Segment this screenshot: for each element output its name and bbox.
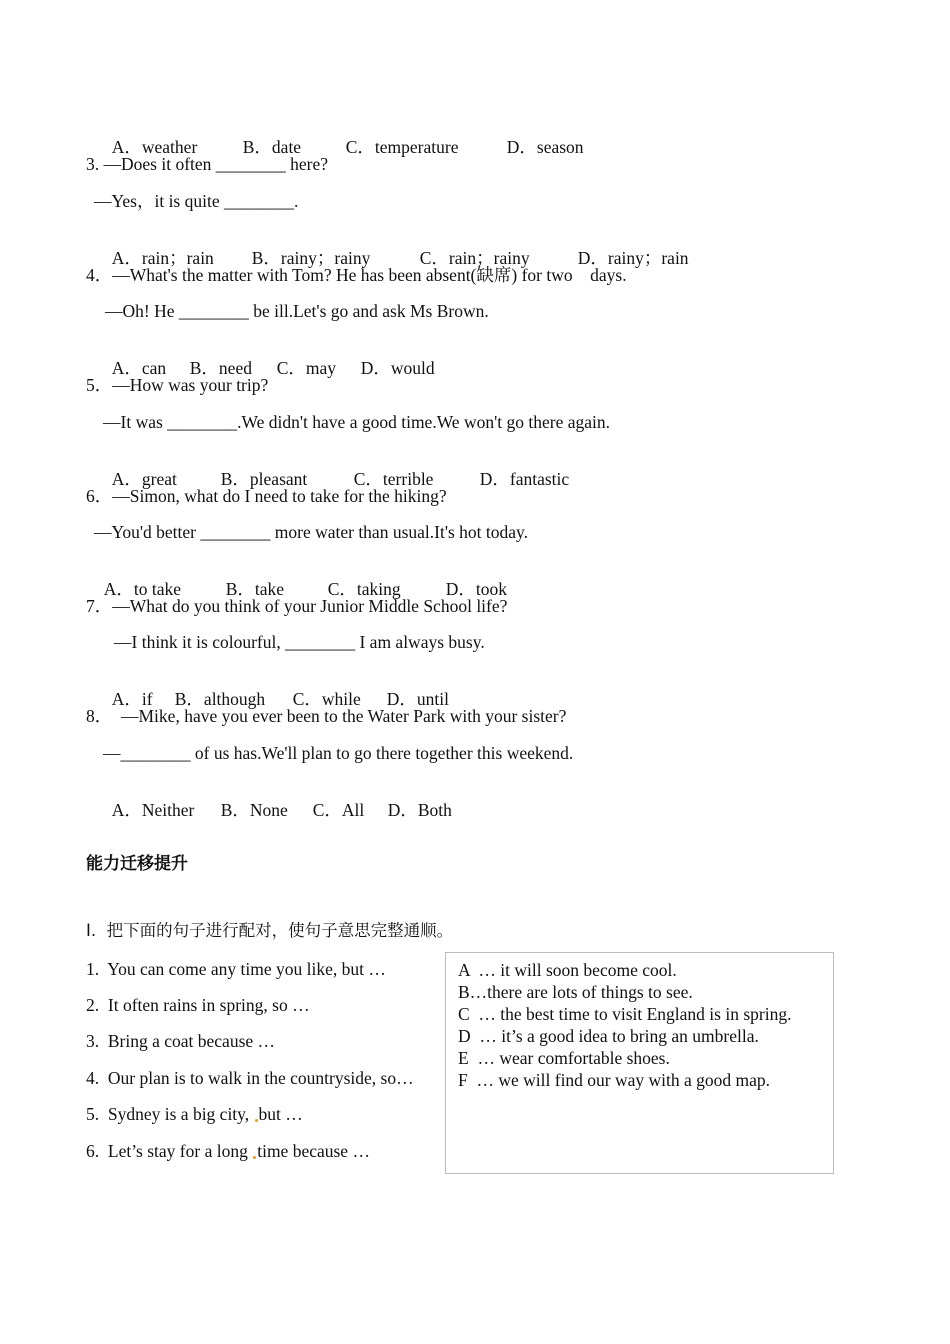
left-sentence-2: 2. It often rains in spring, so … <box>86 995 310 1015</box>
q7-options <box>103 669 449 709</box>
q6-option-a: A．to take <box>103 579 182 599</box>
q8-option-a: A．Neither <box>111 800 195 820</box>
right-option-d: D … it’s a good idea to bring an umbrella. <box>458 1026 759 1046</box>
left-sentence-6-head: 6. Let’s stay for a long <box>86 1141 248 1161</box>
left-sentence-6-tail: time because … <box>257 1141 370 1161</box>
q6-answer: —You'd better ________ more water than usual.It's hot today. <box>94 522 529 542</box>
q7-option-d: D．until <box>386 689 449 709</box>
q4-question: 4．—What's the matter with Tom? He has been absent(缺席) for two days. <box>86 265 627 285</box>
right-option-b: B…there are lots of things to see. <box>458 982 693 1002</box>
q3-answer: —Yes，it is quite ________. <box>94 191 299 211</box>
right-option-c: C … the best time to visit England is in spring. <box>458 1004 792 1024</box>
q5-question: 5．—How was your trip? <box>86 375 269 395</box>
left-sentence-6 <box>86 1141 370 1161</box>
right-option-f: F … we will find our way with a good map. <box>458 1070 771 1090</box>
matching-box <box>445 952 834 1174</box>
q2-option-c: C．temperature <box>345 137 459 157</box>
q8-option-d: D．Both <box>387 800 452 820</box>
q8-question: 8． —Mike, have you ever been to the Water Park with your sister? <box>86 706 567 726</box>
right-option-a: A … it will soon become cool. <box>458 960 677 980</box>
q2-option-a: A．weather <box>111 137 198 157</box>
q3-option-c: C．rain；rainy <box>419 248 530 268</box>
q8-answer: —________ of us has.We'll plan to go there together this weekend. <box>103 743 574 763</box>
q7-answer: —I think it is colourful, ________ I am always busy. <box>114 632 485 652</box>
q3-option-a: A．rain；rain <box>111 248 214 268</box>
left-sentence-4: 4. Our plan is to walk in the countryside, so… <box>86 1068 414 1088</box>
q5-answer: —It was ________.We didn't have a good time.We won't go there again. <box>103 412 610 432</box>
q4-option-c: C．may <box>276 358 337 378</box>
q6-question: 6．—Simon, what do I need to take for the hiking? <box>86 486 447 506</box>
q4-answer: —Oh! He ________ be ill.Let's go and ask Ms Brown. <box>105 301 489 321</box>
q4-option-b: B．need <box>189 358 252 378</box>
q4-option-a: A．can <box>111 358 167 378</box>
q5-option-a: A．great <box>111 469 177 489</box>
q4-options <box>103 338 435 378</box>
q5-option-d: D．fantastic <box>479 469 570 489</box>
matching-instruction: I. 把下面的句子进行配对，使句子意思完整通顺。 <box>86 921 454 940</box>
q2-option-b: B．date <box>242 137 302 157</box>
q8-options <box>103 780 452 820</box>
q4-option-d: D．would <box>360 358 435 378</box>
q8-option-b: B．None <box>220 800 288 820</box>
q2-option-d: D．season <box>506 137 584 157</box>
q8-option-c: C．All <box>312 800 365 820</box>
marker-dot <box>255 1119 258 1122</box>
q5-option-b: B．pleasant <box>220 469 308 489</box>
q7-option-b: B．although <box>174 689 266 709</box>
left-sentence-5 <box>86 1104 303 1124</box>
left-sentence-3: 3. Bring a coat because … <box>86 1031 276 1051</box>
left-sentence-1: 1. You can come any time you like, but … <box>86 959 386 979</box>
q6-options <box>95 559 507 599</box>
q6-option-d: D．took <box>445 579 507 599</box>
q7-option-c: C．while <box>292 689 361 709</box>
q3-option-b: B．rainy；rainy <box>251 248 371 268</box>
q6-option-c: C．taking <box>327 579 401 599</box>
q3-options <box>103 228 689 268</box>
q5-options <box>103 449 569 489</box>
q5-option-c: C．terrible <box>353 469 434 489</box>
q3-option-d: D．rainy；rain <box>577 248 689 268</box>
q7-question: 7．—What do you think of your Junior Middle School life? <box>86 596 508 616</box>
right-option-e: E … wear comfortable shoes. <box>458 1048 670 1068</box>
section-heading: 能力迁移提升 <box>86 854 188 874</box>
q3-question: 3. —Does it often ________ here? <box>86 154 329 174</box>
left-sentence-5-tail: but … <box>258 1104 303 1124</box>
q7-option-a: A．if <box>111 689 153 709</box>
q6-option-b: B．take <box>225 579 285 599</box>
marker-dot <box>253 1156 256 1159</box>
q2-options <box>103 117 584 157</box>
left-sentence-5-head: 5. Sydney is a big city, <box>86 1104 250 1124</box>
